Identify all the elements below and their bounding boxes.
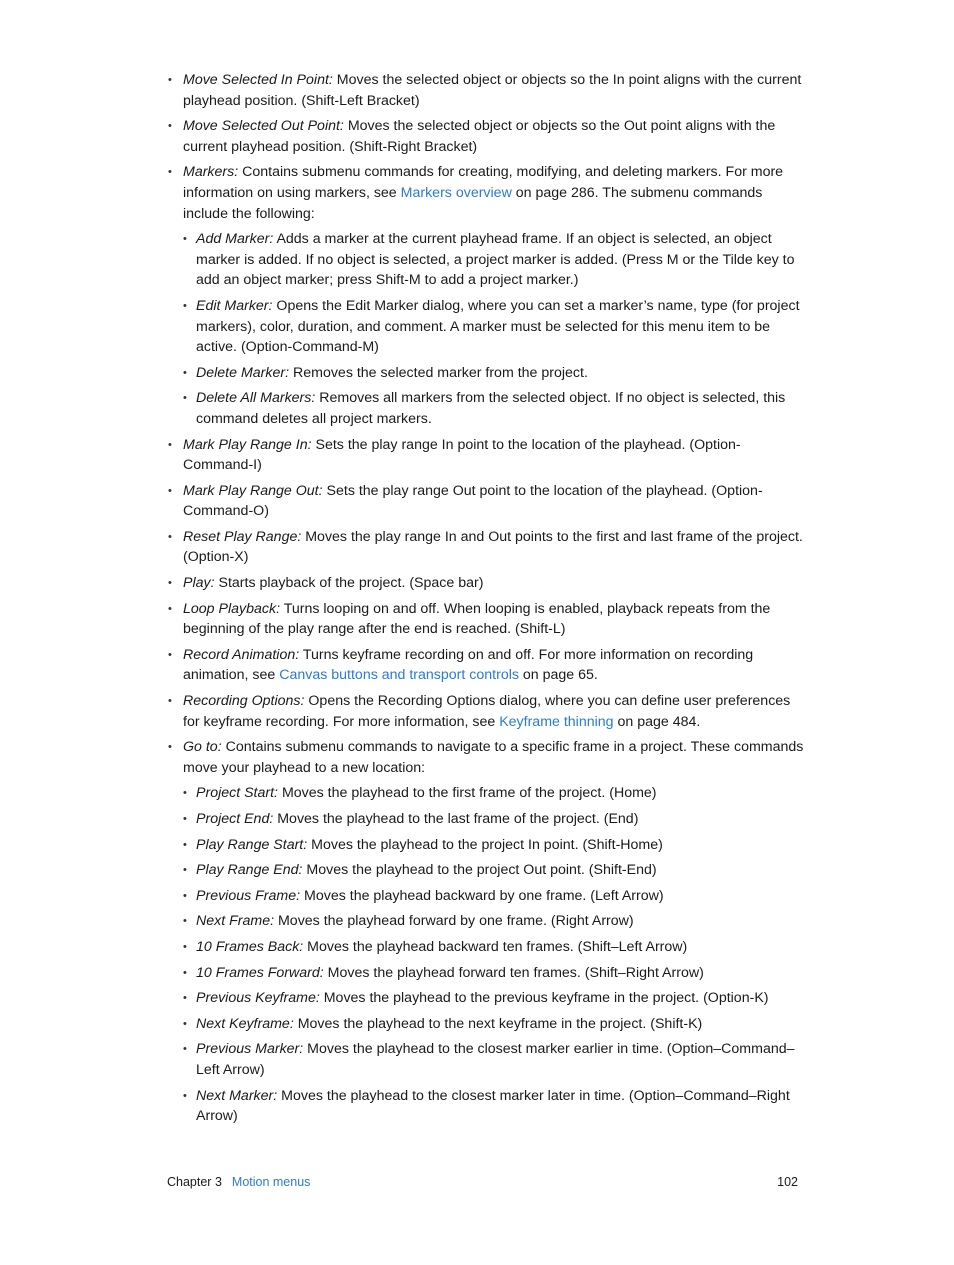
chapter-title-link[interactable]: Motion menus bbox=[231, 1175, 311, 1189]
document-body bbox=[167, 70, 807, 1132]
item-text: Moves the playhead backward by one frame. (Left Arrow) bbox=[300, 887, 664, 904]
item-term: Previous Frame: bbox=[196, 887, 301, 904]
list-item bbox=[167, 162, 807, 224]
bullet-icon: • bbox=[183, 940, 187, 953]
bullet-icon: • bbox=[183, 787, 187, 800]
bullet-icon: • bbox=[183, 889, 187, 902]
item-term: Delete All Markers: bbox=[196, 390, 316, 407]
item-term: Record Animation: bbox=[183, 646, 300, 663]
item-term: Project Start: bbox=[196, 785, 279, 802]
bullet-icon: • bbox=[168, 166, 172, 179]
item-term: Mark Play Range In: bbox=[183, 436, 312, 453]
item-text: Sets the play range In point to the location of the playhead. (Option-Command-I) bbox=[183, 436, 741, 474]
item-text: Moves the playhead to the project In point. (Shift-Home) bbox=[307, 836, 663, 853]
list-item bbox=[167, 599, 807, 640]
item-text: Moves the playhead to the first frame of the project. (Home) bbox=[278, 785, 657, 802]
bullet-icon: • bbox=[183, 1043, 187, 1056]
item-text: Adds a marker at the current playhead frame. If an object is selected, an object marker is added. If no object is selected, a project marker is added. (Press M or the Tilde key to add an object marker; press Shift-M to add a project marker.) bbox=[196, 231, 795, 289]
item-text: Contains submenu commands to navigate to a specific frame in a project. These commands move your playhead to a new location: bbox=[183, 739, 804, 776]
item-text: Removes the selected marker from the project. bbox=[289, 364, 588, 381]
bullet-icon: • bbox=[168, 577, 172, 590]
item-text: on page 65. bbox=[518, 667, 598, 684]
bullet-icon: • bbox=[183, 864, 187, 877]
item-term: Reset Play Range: bbox=[183, 528, 302, 545]
item-text: Moves the playhead forward ten frames. (Shift–Right Arrow) bbox=[323, 964, 704, 981]
list-item bbox=[167, 481, 807, 522]
item-term: Project End: bbox=[196, 811, 274, 827]
cross-reference-link[interactable]: Markers overview bbox=[400, 184, 512, 201]
item-text: Moves the playhead forward by one frame. (Right Arrow) bbox=[274, 913, 634, 930]
bullet-icon: • bbox=[183, 299, 187, 312]
bullet-icon: • bbox=[183, 915, 187, 928]
item-term: Edit Marker: bbox=[196, 297, 273, 314]
sub-list-item bbox=[167, 860, 807, 881]
cross-reference-link[interactable]: Canvas buttons and transport controls bbox=[279, 667, 519, 684]
sub-list-item bbox=[167, 229, 807, 291]
bullet-icon: • bbox=[183, 992, 187, 1005]
item-term: 10 Frames Back: bbox=[196, 938, 304, 955]
sub-list-item bbox=[167, 886, 807, 907]
item-text: Moves the play range In and Out points to the first and last frame of the project. (Option-X) bbox=[183, 528, 803, 566]
bullet-icon: • bbox=[168, 74, 172, 86]
sub-list-item bbox=[167, 988, 807, 1009]
sub-list-item bbox=[167, 1014, 807, 1035]
sub-list-item bbox=[167, 937, 807, 958]
item-text: Opens the Recording Options dialog, where you can define user preferences for keyframe recording. For more information, see bbox=[183, 693, 791, 730]
sub-list-item bbox=[167, 363, 807, 384]
chapter-label: Chapter 3 bbox=[167, 1175, 222, 1189]
item-term: Previous Keyframe: bbox=[196, 990, 320, 1007]
list-item bbox=[167, 691, 807, 732]
sub-list-item bbox=[167, 1039, 807, 1080]
item-text: Removes all markers from the selected object. If no object is selected, this command deletes all project markers. bbox=[196, 390, 786, 427]
item-text: Starts playback of the project. (Space bar) bbox=[214, 575, 484, 592]
item-term: Delete Marker: bbox=[196, 364, 290, 381]
list-item bbox=[167, 737, 807, 778]
item-text: Turns looping on and off. When looping is enabled, playback repeats from the beginning of the play range after the end is reached. (Shift-L) bbox=[183, 600, 771, 638]
item-text: Moves the selected object or objects so the Out point aligns with the current playhead position. (Shift-Right Bracket) bbox=[183, 118, 776, 155]
item-term: 10 Frames Forward: bbox=[196, 964, 324, 981]
bullet-icon: • bbox=[183, 392, 187, 405]
item-term: Play Range Start: bbox=[196, 836, 308, 853]
bullet-icon: • bbox=[183, 838, 187, 851]
bullet-icon: • bbox=[168, 741, 172, 754]
page-footer bbox=[167, 1173, 798, 1191]
sub-list-item bbox=[167, 809, 807, 830]
item-text: Moves the playhead to the closest marker later in time. (Option–Command–Right Arrow) bbox=[196, 1087, 790, 1125]
item-text: Moves the playhead to the last frame of the project. (End) bbox=[273, 811, 639, 827]
sub-list-item bbox=[167, 783, 807, 804]
bullet-icon: • bbox=[168, 120, 172, 133]
bullet-icon: • bbox=[168, 695, 172, 708]
bullet-icon: • bbox=[183, 1017, 187, 1030]
bullet-icon: • bbox=[183, 233, 187, 246]
item-text: Contains submenu commands for creating, modifying, and deleting markers. For more information on using markers, see bbox=[183, 164, 784, 201]
item-text: Opens the Edit Marker dialog, where you can set a marker’s name, type (for project markers), color, duration, and comment. A marker must be selected for this menu item to be active. (Option-Command-M) bbox=[196, 297, 800, 356]
sub-list-item bbox=[167, 388, 807, 429]
item-term: Markers: bbox=[183, 164, 239, 181]
sub-list-item bbox=[167, 296, 807, 358]
bullet-icon: • bbox=[183, 366, 187, 379]
item-term: Previous Marker: bbox=[196, 1041, 304, 1058]
item-text: Moves the selected object or objects so the In point aligns with the current playhead position. (Shift-Left Bracket) bbox=[183, 72, 802, 109]
item-term: Play Range End: bbox=[196, 862, 303, 879]
bullet-icon: • bbox=[168, 438, 172, 451]
list-item bbox=[167, 527, 807, 568]
bullet-icon: • bbox=[183, 966, 187, 979]
bullet-icon: • bbox=[183, 1089, 187, 1102]
item-text: on page 286. The submenu commands include the following: bbox=[183, 184, 763, 222]
item-text: on page 484. bbox=[613, 713, 701, 730]
item-term: Recording Options: bbox=[183, 693, 305, 710]
item-text: Moves the playhead to the previous keyframe in the project. (Option-K) bbox=[319, 990, 769, 1007]
item-text: Moves the playhead backward ten frames. (Shift–Left Arrow) bbox=[303, 938, 688, 955]
bullet-icon: • bbox=[168, 530, 172, 543]
list-item bbox=[167, 70, 807, 111]
list-item bbox=[167, 573, 807, 594]
sub-list-item bbox=[167, 963, 807, 984]
item-term: Next Frame: bbox=[196, 913, 275, 930]
list-item bbox=[167, 435, 807, 476]
bullet-icon: • bbox=[168, 648, 172, 661]
bullet-icon: • bbox=[168, 484, 172, 497]
item-text: Sets the play range Out point to the location of the playhead. (Option-Command-O) bbox=[183, 482, 763, 520]
item-term: Mark Play Range Out: bbox=[183, 482, 323, 499]
bullet-icon: • bbox=[183, 813, 187, 825]
item-text: Moves the playhead to the closest marker earlier in time. (Option–Command–Left Arrow) bbox=[196, 1041, 795, 1078]
sub-list-item bbox=[167, 911, 807, 932]
list-item bbox=[167, 645, 807, 686]
item-term: Move Selected In Point: bbox=[183, 72, 333, 88]
item-term: Next Marker: bbox=[196, 1087, 278, 1104]
item-term: Play: bbox=[183, 575, 215, 592]
sub-list-item bbox=[167, 835, 807, 856]
item-text: Moves the playhead to the next keyframe in the project. (Shift-K) bbox=[293, 1015, 703, 1032]
page-number: 102 bbox=[777, 1175, 798, 1189]
item-term: Go to: bbox=[183, 739, 222, 756]
cross-reference-link[interactable]: Keyframe thinning bbox=[499, 713, 614, 730]
item-term: Add Marker: bbox=[196, 231, 274, 248]
sub-list-item bbox=[167, 1086, 807, 1127]
item-text: Turns keyframe recording on and off. For more information on recording animation, see bbox=[183, 646, 754, 684]
bullet-icon: • bbox=[168, 602, 172, 615]
list-item bbox=[167, 116, 807, 157]
item-term: Move Selected Out Point: bbox=[183, 118, 344, 135]
item-text: Moves the playhead to the project Out point. (Shift-End) bbox=[302, 862, 657, 879]
item-term: Loop Playback: bbox=[183, 600, 281, 617]
item-term: Next Keyframe: bbox=[196, 1015, 294, 1032]
